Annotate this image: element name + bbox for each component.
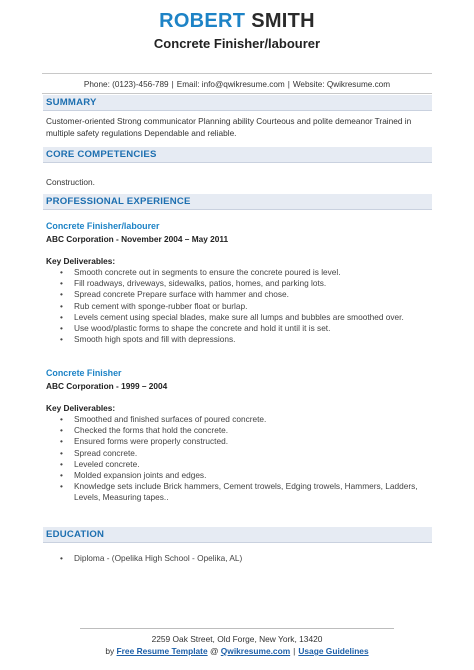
- bullet-icon: •: [60, 481, 63, 492]
- contact-line: [0, 80, 474, 89]
- candidate-name: [0, 10, 474, 33]
- last-name: SMITH: [251, 10, 315, 32]
- list-item: [60, 278, 430, 289]
- bullet-text: Checked the forms that hold the concrete.: [74, 425, 229, 436]
- contact-separator: |: [171, 80, 174, 89]
- bullet-text: Use wood/plastic forms to shape the concrete and hold it until it is set.: [74, 323, 331, 334]
- footer-links: [0, 646, 474, 656]
- bullet-icon: •: [60, 289, 63, 300]
- first-name: ROBERT: [159, 10, 246, 32]
- header-divider-bottom: [42, 93, 432, 94]
- footer-address: 2259 Oak Street, Old Forge, New York, 13420: [151, 634, 323, 644]
- bullet-text: Diploma - (Opelika High School - Opelika, AL): [74, 553, 243, 563]
- bullet-icon: •: [60, 436, 63, 447]
- list-item: [60, 323, 430, 334]
- bullet-text: Spread concrete.: [74, 447, 138, 458]
- list-item: [60, 312, 430, 323]
- bullet-icon: •: [60, 425, 63, 436]
- bullet-icon: •: [60, 447, 63, 458]
- job-2-deliverables-label: Key Deliverables:: [46, 403, 116, 413]
- list-item: [60, 289, 430, 300]
- bullet-text: Smoothed and finished surfaces of poured concrete.: [74, 414, 267, 424]
- bullet-icon: •: [60, 278, 63, 289]
- bullet-icon: •: [60, 311, 63, 322]
- bullet-text: Ensured forms were properly constructed.: [74, 436, 229, 447]
- usage-guidelines-link[interactable]: Usage Guidelines: [298, 646, 369, 656]
- list-item: [60, 334, 430, 345]
- education-bullet-list: [60, 553, 430, 564]
- job-1-employer: ABC Corporation - November 2004 – May 2011: [46, 234, 229, 244]
- bullet-icon: •: [60, 414, 63, 424]
- job-1-deliverables-label: Key Deliverables:: [46, 256, 116, 266]
- bullet-text: Molded expansion joints and edges.: [74, 470, 207, 481]
- contact-email[interactable]: Email: info@qwikresume.com: [176, 80, 285, 89]
- list-item: [60, 414, 430, 425]
- bullet-text: Leveled concrete.: [74, 458, 140, 469]
- header-divider-top: [42, 73, 432, 74]
- bullet-text: Rub cement with sponge-rubber float or burlap.: [74, 300, 248, 311]
- list-item: [60, 301, 430, 312]
- summary-text: Customer-oriented Strong communicator Planning ability Courteous and polite demeanor Trained in multiple safety regulations Dependable and reliable.: [46, 116, 412, 138]
- free-resume-template-link[interactable]: Free Resume Template: [116, 646, 208, 656]
- bullet-icon: •: [60, 300, 63, 311]
- section-header-summary: [43, 95, 432, 111]
- contact-website[interactable]: Website: Qwikresume.com: [292, 80, 391, 89]
- bullet-text: Smooth concrete out in segments to ensure the concrete poured is level.: [74, 267, 341, 277]
- section-header-education: [43, 527, 432, 543]
- section-header-experience: [43, 194, 432, 210]
- list-item: [60, 267, 430, 278]
- bullet-text: Knowledge sets include Brick hammers, Cement trowels, Edging trowels, Hammers, Ladders, Levels, Measuring tapes..: [74, 481, 418, 503]
- list-item: [60, 436, 430, 447]
- job-2-title: Concrete Finisher: [46, 368, 122, 378]
- qwikresume-link[interactable]: Qwikresume.com: [220, 646, 291, 656]
- footer-at-text: @: [209, 646, 219, 656]
- list-item: [60, 425, 430, 436]
- bullet-text: Spread concrete Prepare surface with hammer and chose.: [74, 289, 289, 300]
- bullet-icon: •: [60, 553, 63, 563]
- job-1-title: Concrete Finisher/labourer: [46, 221, 160, 231]
- section-header-competencies: [43, 147, 432, 163]
- contact-separator: |: [287, 80, 290, 89]
- bullet-text: Fill roadways, driveways, sidewalks, patios, homes, and parking lots.: [74, 278, 327, 289]
- section-title: SUMMARY: [46, 97, 97, 108]
- bullet-icon: •: [60, 267, 63, 277]
- competencies-text: Construction.: [46, 177, 95, 187]
- footer-separator: |: [293, 646, 296, 656]
- bullet-icon: •: [60, 470, 63, 481]
- section-title: PROFESSIONAL EXPERIENCE: [46, 196, 191, 207]
- job-2-employer: ABC Corporation - 1999 – 2004: [46, 381, 168, 391]
- list-item: [60, 470, 430, 481]
- list-item: [60, 553, 430, 564]
- bullet-icon: •: [60, 458, 63, 469]
- list-item: [60, 459, 430, 470]
- bullet-icon: •: [60, 323, 63, 334]
- section-title: CORE COMPETENCIES: [46, 149, 157, 160]
- footer-by-text: by: [105, 646, 115, 656]
- bullet-icon: •: [60, 334, 63, 345]
- job-1-bullet-list: [60, 267, 430, 345]
- job-title-heading: Concrete Finisher/labourer: [153, 36, 321, 51]
- list-item: [60, 481, 430, 503]
- bullet-text: Smooth high spots and fill with depressions.: [74, 334, 236, 345]
- job-2-bullet-list: [60, 414, 430, 504]
- footer-divider: [80, 628, 394, 629]
- contact-phone: Phone: (0123)-456-789: [83, 80, 169, 89]
- section-title: EDUCATION: [46, 529, 105, 540]
- bullet-text: Levels cement using special blades, make sure all lumps and bubbles are smoothed over.: [74, 311, 404, 322]
- list-item: [60, 448, 430, 459]
